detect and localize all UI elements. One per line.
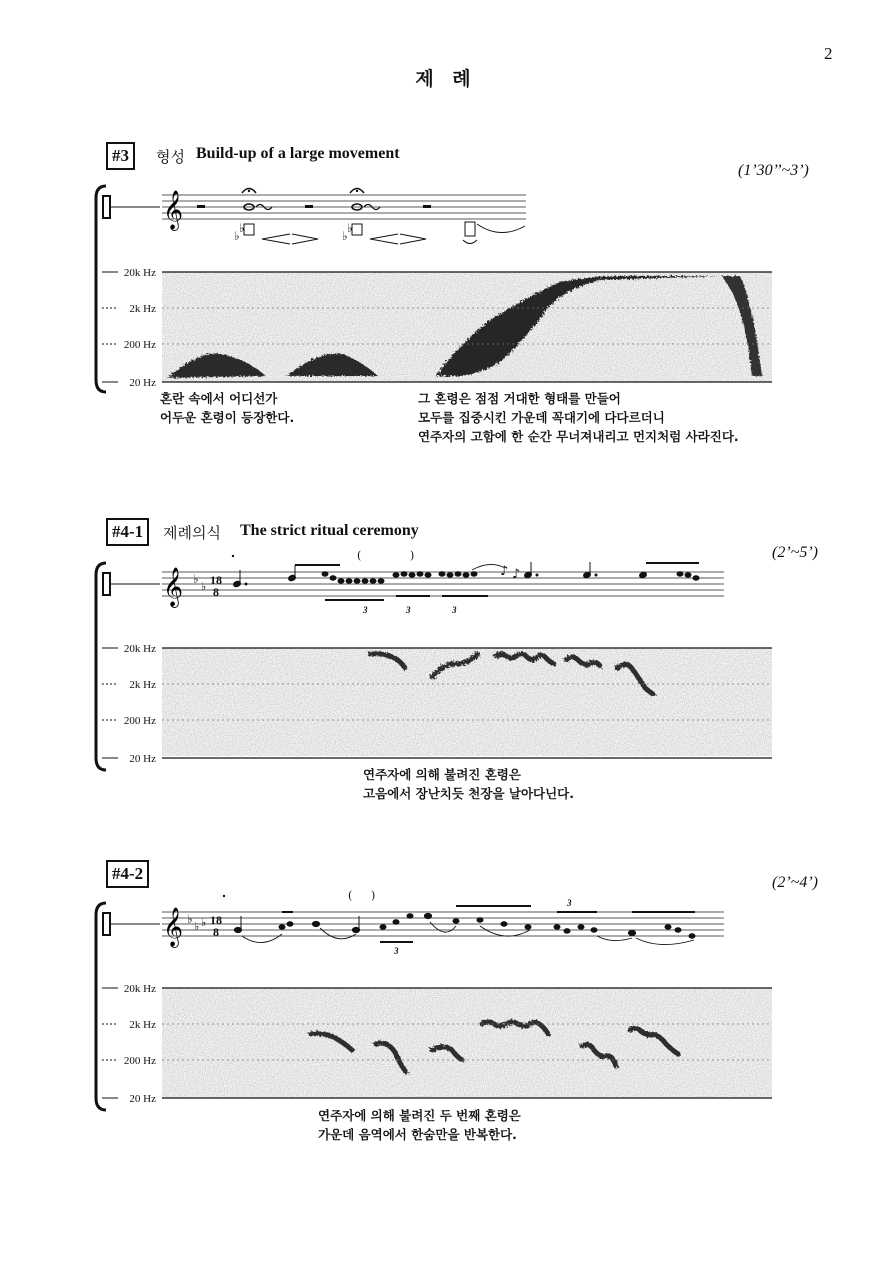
caption-line: 연주자에 의해 불려진 두 번째 혼령은 <box>318 1108 521 1123</box>
freq-label-20: 20 Hz <box>129 753 156 765</box>
tuplet-mark: 3 <box>363 605 368 615</box>
section-number-box: #3 <box>106 142 135 170</box>
section-title-en: Build-up of a large movement <box>196 145 400 162</box>
section-title-ko: 형성 <box>156 148 185 166</box>
freq-label-20k: 20k Hz <box>123 643 156 655</box>
tuplet-mark: 3 <box>452 605 457 615</box>
section-duration: (2’~4’) <box>772 874 818 891</box>
freq-label-200: 200 Hz <box>123 1055 156 1067</box>
freq-label-20: 20 Hz <box>129 377 156 389</box>
section-title-ko: 제례의식 <box>163 524 221 542</box>
tuplet-mark: 3 <box>406 605 411 615</box>
caption-line: 그 혼령은 점점 거대한 형태를 만들어 <box>418 391 621 406</box>
section-duration: (1’30’’~3’) <box>738 162 809 179</box>
caption-line: 모두를 집중시킨 가운데 꼭대기에 다다르더니 <box>418 410 665 425</box>
section-number-box: #4-2 <box>106 860 149 888</box>
treble-clef-icon: 𝄞 <box>163 907 184 947</box>
freq-label-20: 20 Hz <box>129 1093 156 1105</box>
freq-label-200: 200 Hz <box>123 715 156 727</box>
svg-text:8: 8 <box>213 585 219 599</box>
freq-label-20k: 20k Hz <box>123 983 156 995</box>
svg-text:18: 18 <box>210 913 222 927</box>
freq-label-20k: 20k Hz <box>123 267 156 279</box>
spectrogram-4-2 <box>162 988 772 1098</box>
svg-text:(: ( <box>357 549 362 562</box>
svg-text:♭: ♭ <box>194 920 200 933</box>
caption-line: 어두운 혼령이 등장한다. <box>160 410 295 425</box>
freq-label-200: 200 Hz <box>123 339 156 351</box>
treble-clef-icon: 𝄞 <box>163 567 184 607</box>
svg-text:(: ( <box>348 889 353 902</box>
svg-text:♭: ♭ <box>201 580 207 593</box>
svg-text:♭: ♭ <box>201 916 207 929</box>
svg-text:♭: ♭ <box>239 221 245 235</box>
caption-line: 혼란 속에서 어디선가 <box>160 391 278 406</box>
svg-text:): ) <box>371 889 376 902</box>
svg-text:♭: ♭ <box>234 229 240 243</box>
caption-line: 가운데 음역에서 한숨만을 반복한다. <box>318 1127 517 1142</box>
svg-text:18: 18 <box>210 573 222 587</box>
caption-line: 연주자의 고함에 한 순간 무너져내리고 먼지처럼 사라진다. <box>418 429 739 444</box>
tuplet-mark: 3 <box>567 898 572 908</box>
caption-line: 고음에서 장난치듯 천장을 날아다닌다. <box>363 786 575 801</box>
page-title: 제 례 <box>415 68 477 90</box>
section-number-box: #4-1 <box>106 518 149 546</box>
caption-line: 연주자에 의해 불려진 혼령은 <box>363 767 521 782</box>
svg-text:♪: ♪ <box>500 564 509 579</box>
svg-text:♭: ♭ <box>193 572 199 586</box>
tuplet-mark: 3 <box>394 946 399 956</box>
freq-label-2k: 2k Hz <box>129 303 156 315</box>
svg-text:8: 8 <box>213 925 219 939</box>
treble-clef-icon: 𝄞 <box>163 190 184 230</box>
svg-text:♭: ♭ <box>187 912 193 926</box>
svg-text:): ) <box>410 549 415 562</box>
freq-label-2k: 2k Hz <box>129 1019 156 1031</box>
spectrogram-4-1 <box>162 648 772 756</box>
svg-text:♪: ♪ <box>512 567 521 582</box>
freq-label-2k: 2k Hz <box>129 679 156 691</box>
section-title-en: The strict ritual ceremony <box>240 522 419 539</box>
section-duration: (2’~5’) <box>772 544 818 561</box>
svg-text:♭: ♭ <box>347 221 353 235</box>
page-number: 2 <box>824 44 833 63</box>
spectrogram-3 <box>162 272 772 382</box>
svg-text:♭: ♭ <box>342 229 348 243</box>
